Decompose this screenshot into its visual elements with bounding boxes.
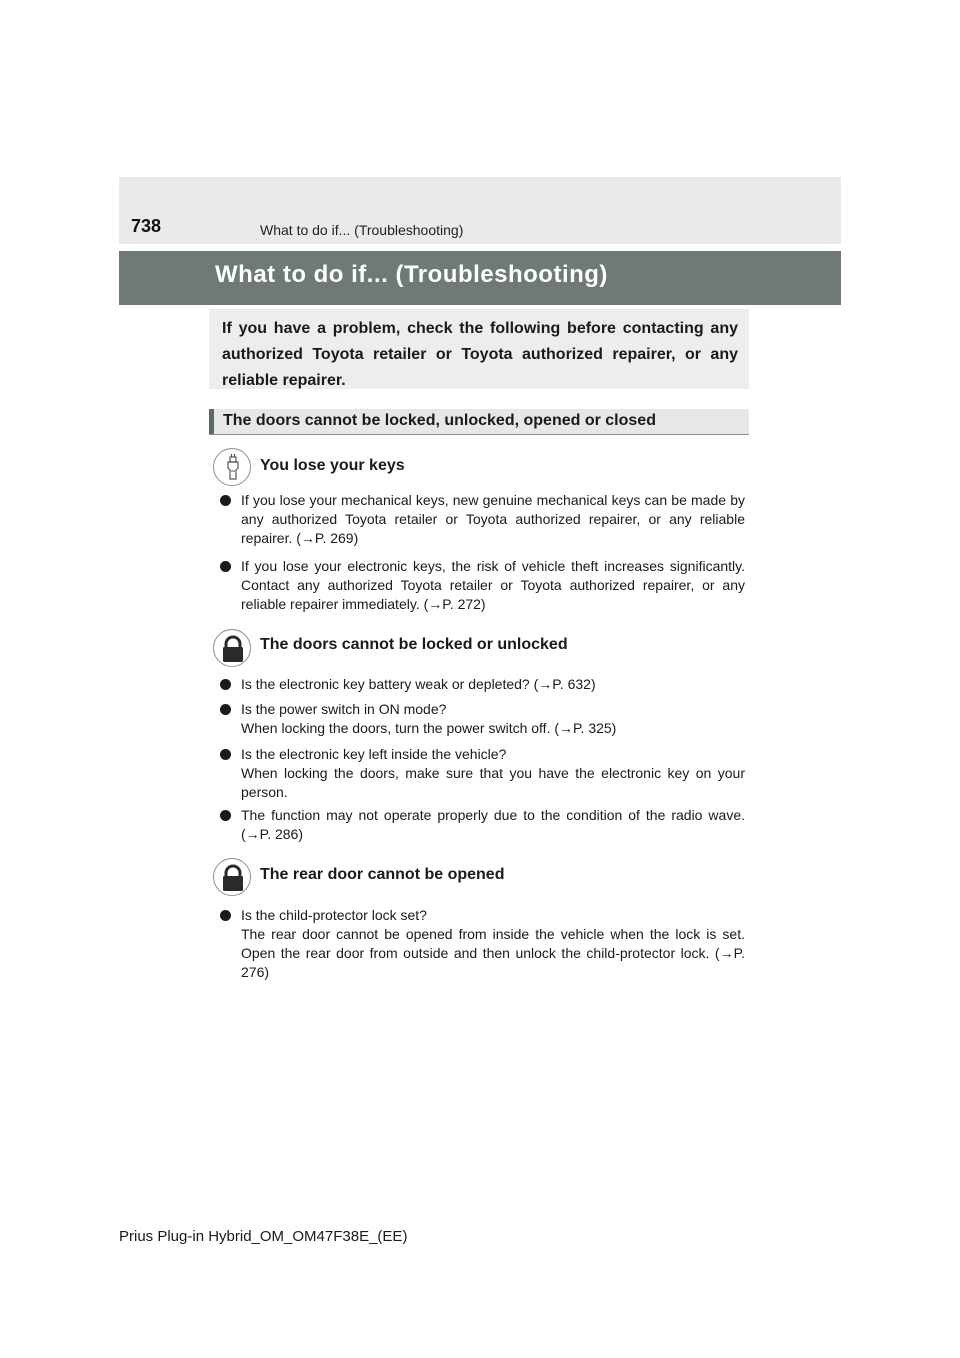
padlock-icon: [213, 629, 251, 667]
intro-box: If you have a problem, check the following before contacting any authorized Toyota retailer or Toyota authorized repairer, or any reliable repairer.: [209, 309, 749, 389]
list-item: Is the child-protector lock set? The rear door cannot be opened from inside the vehicle when the lock is set. Open the rear door from outside and then unlock the child-protector lock. (→P. 276): [220, 906, 745, 982]
header-band: [119, 177, 841, 244]
footer-doc-id: Prius Plug-in Hybrid_OM_OM47F38E_(EE): [119, 1228, 408, 1245]
bullet-icon: [220, 679, 231, 690]
list-item: Is the power switch in ON mode? When locking the doors, turn the power switch off. (→P. 325): [220, 700, 745, 738]
list-item: If you lose your electronic keys, the risk of vehicle theft increases significantly. Contact any authorized Toyota retailer or Toyota authorized repairer, or any reliable repairer immediately. (→P. 272): [220, 557, 745, 614]
bullet-icon: [220, 704, 231, 715]
section-title: The doors cannot be locked, unlocked, opened or closed: [223, 412, 656, 429]
key-icon: [213, 448, 251, 486]
page-title: What to do if... (Troubleshooting): [215, 261, 608, 288]
title-bar: [119, 251, 841, 305]
bullet-icon: [220, 910, 231, 921]
bullet-icon: [220, 810, 231, 821]
subsection-title-lock: The doors cannot be locked or unlocked: [260, 636, 568, 653]
bullet-icon: [220, 561, 231, 572]
list-item: The function may not operate properly due to the condition of the radio wave. (→P. 286): [220, 806, 745, 844]
list-item: Is the electronic key battery weak or depleted? (→P. 632): [220, 675, 745, 694]
list-item: Is the electronic key left inside the vehicle? When locking the doors, make sure that you have the electronic key on your person.: [220, 745, 745, 802]
list-item: If you lose your mechanical keys, new genuine mechanical keys can be made by any authorized Toyota retailer or Toyota authorized repairer, or any reliable repairer. (→P. 269): [220, 491, 745, 548]
subsection-title-keys: You lose your keys: [260, 457, 405, 474]
subsection-title-rear-door: The rear door cannot be opened: [260, 866, 505, 883]
bullet-icon: [220, 749, 231, 760]
section-header: [209, 409, 749, 435]
page-number: 738: [131, 216, 162, 236]
section-accent: [209, 409, 214, 434]
running-title: What to do if... (Troubleshooting): [260, 222, 464, 238]
bullet-icon: [220, 495, 231, 506]
padlock-icon: [213, 858, 251, 896]
